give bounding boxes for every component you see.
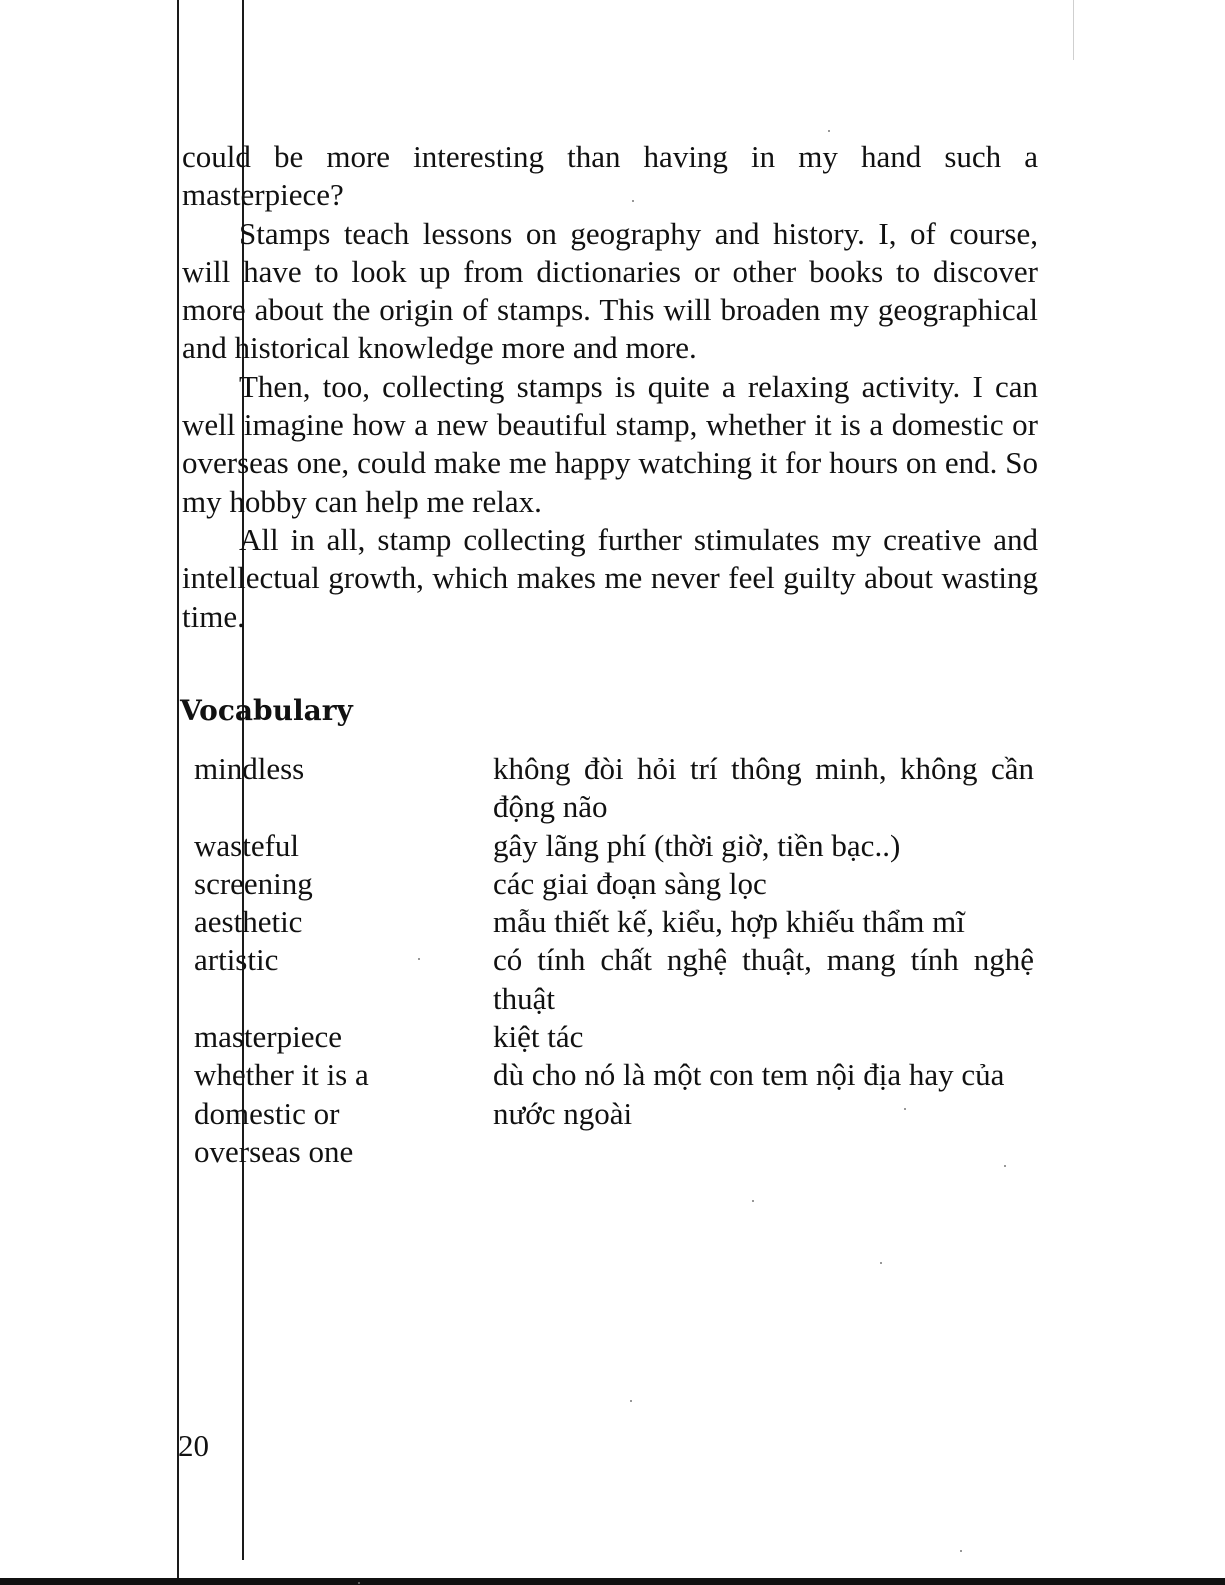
vocabulary-term: wasteful xyxy=(194,827,300,863)
vocabulary-definition: kiệt tác xyxy=(493,1019,584,1055)
scan-speck xyxy=(828,130,830,132)
scan-speck xyxy=(904,1108,906,1110)
vocabulary-definition: không đòi hỏi trí thông minh, không cần động não xyxy=(493,751,1034,825)
vocabulary-heading: Vocabulary xyxy=(180,694,353,727)
vocabulary-definition: gây lãng phí (thời giờ, tiền bạc..) xyxy=(493,827,901,863)
vocabulary-entry xyxy=(194,1056,1034,1171)
page-number: 20 xyxy=(178,1428,209,1463)
scan-speck xyxy=(632,200,634,202)
paragraph: All in all, stamp collecting further stimulates my creative and intellectual growth, which makes me never feel guilty about wasting time. xyxy=(182,521,1038,634)
vocabulary-definition: dù cho nó là một con tem nội địa hay của nước ngoài xyxy=(493,1057,1005,1131)
vocabulary-definition: các giai đoạn sàng lọc xyxy=(493,865,767,901)
vocabulary-term: aesthetic xyxy=(194,904,303,940)
vocabulary-entry xyxy=(194,827,1034,865)
scan-right-edge xyxy=(1073,0,1074,60)
vocabulary-definition: mẫu thiết kế, kiểu, hợp khiếu thẩm mĩ xyxy=(493,904,965,940)
vocabulary-entry xyxy=(194,941,1034,1018)
vocabulary-term: screening xyxy=(194,865,313,901)
paragraph: Then, too, collecting stamps is quite a relaxing activity. I can well imagine how a new beautiful stamp, whether it is a domestic or overseas one, could make me happy watching it for hours on end. So my hobby can help me relax. xyxy=(182,368,1038,519)
vocabulary-list xyxy=(194,750,1034,1171)
vocabulary-term xyxy=(194,1056,493,1171)
vocabulary-entry xyxy=(194,1018,1034,1056)
paragraph: could be more interesting than having in my hand such a masterpiece? xyxy=(182,139,1038,213)
vocabulary-entry xyxy=(194,865,1034,903)
vocabulary-entry xyxy=(194,903,1034,941)
scan-speck xyxy=(418,958,420,960)
scan-speck xyxy=(1004,1165,1006,1167)
scan-binding-line xyxy=(177,0,179,1578)
scan-speck xyxy=(358,1582,360,1584)
vocabulary-term-text: whether it is a domestic or overseas one xyxy=(194,1057,369,1169)
vocabulary-term: mindless xyxy=(194,751,305,786)
vocabulary-definition: có tính chất nghệ thuật, mang tính nghệ thuật xyxy=(493,942,1034,1016)
scan-speck xyxy=(880,1262,882,1264)
vocabulary-term: artistic xyxy=(194,942,279,978)
body-text xyxy=(182,138,1038,636)
paragraph: Stamps teach lessons on geography and history. I, of course, will have to look up from dictionaries or other books to discover more about the origin of stamps. This will broaden my geographical and historical knowledge more and more. xyxy=(182,215,1038,366)
scan-speck xyxy=(752,1200,754,1202)
scan-speck xyxy=(960,1550,962,1552)
vocabulary-entry xyxy=(194,750,1034,827)
vocabulary-term: masterpiece xyxy=(194,1019,343,1055)
scan-bottom-edge xyxy=(0,1578,1225,1585)
scan-speck xyxy=(630,1400,632,1402)
